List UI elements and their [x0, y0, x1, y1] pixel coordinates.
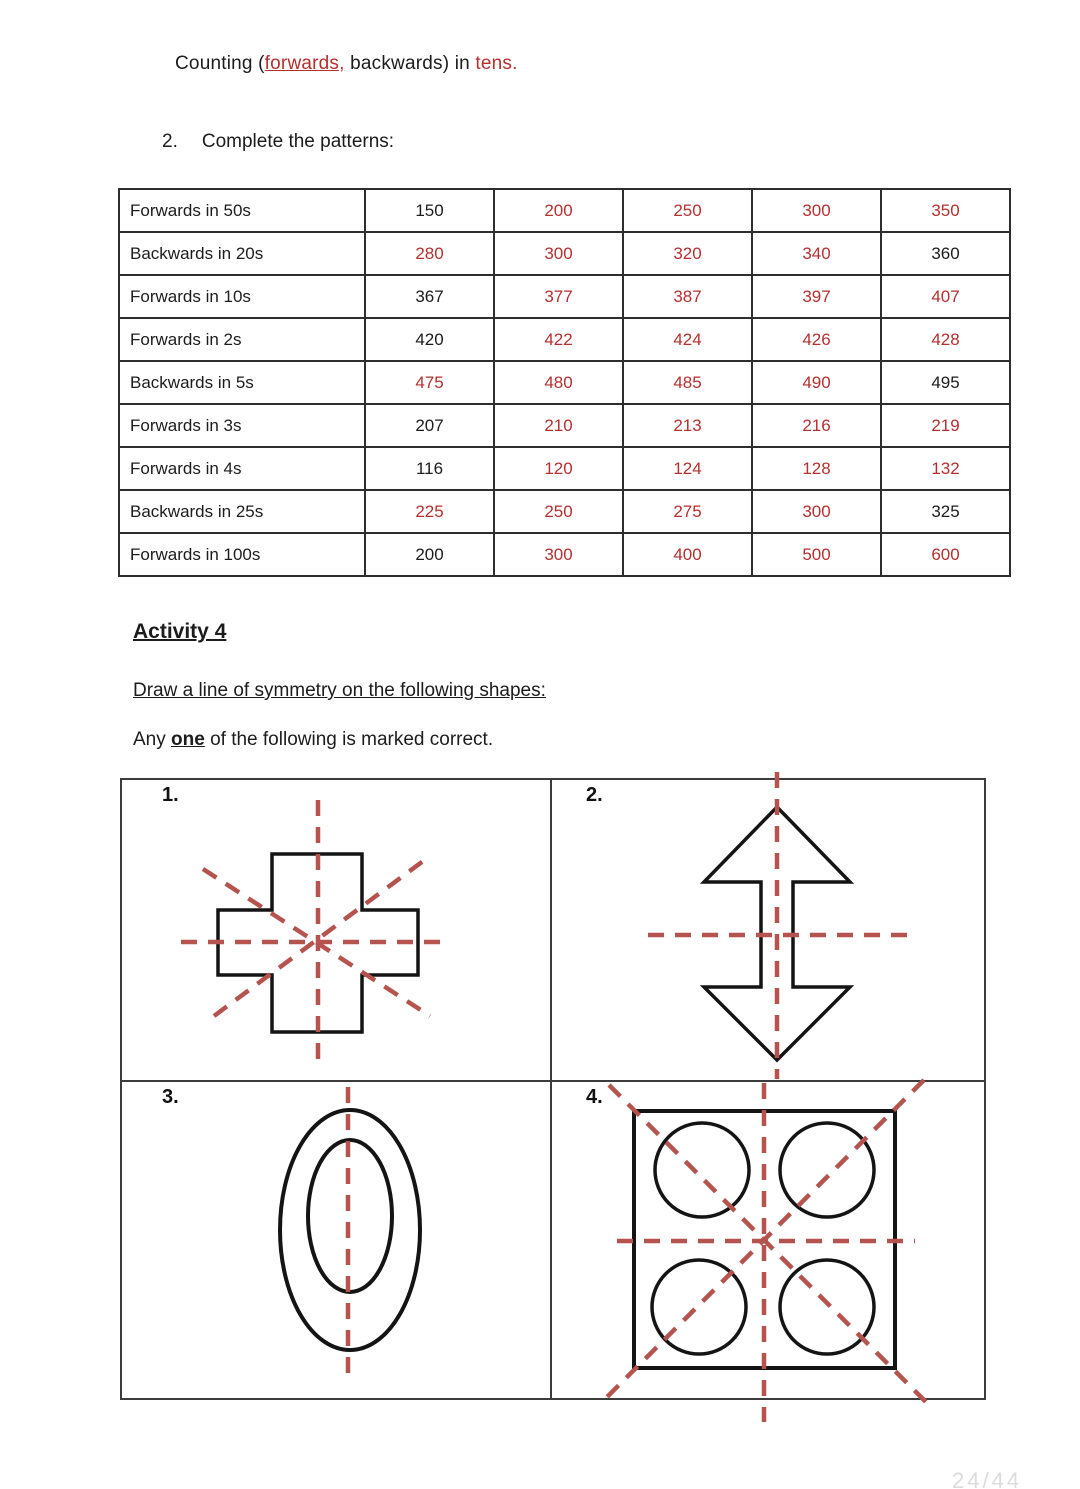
shape-cell-label-1: 1. [162, 784, 179, 806]
pattern-value: 350 [931, 200, 960, 220]
pattern-value: 480 [544, 372, 573, 392]
pattern-value: 367 [415, 286, 444, 306]
page-indicator: 24/44 [952, 1468, 1023, 1489]
question-text: Complete the patterns: [201, 131, 395, 152]
pattern-value: 128 [802, 458, 831, 478]
pattern-value: 422 [544, 329, 573, 349]
pattern-value: 300 [544, 243, 573, 263]
pattern-cell [752, 404, 881, 447]
pattern-cell [752, 361, 881, 404]
pattern-cell [752, 447, 881, 490]
page-title [175, 53, 518, 75]
pattern-cell [881, 447, 1010, 490]
pattern-value: 213 [673, 415, 702, 435]
pattern-cell [494, 404, 623, 447]
pattern-value: 500 [802, 544, 831, 564]
pattern-value: 377 [544, 286, 573, 306]
pattern-value: 132 [931, 458, 960, 478]
pattern-value: 300 [802, 200, 831, 220]
pattern-cell [494, 275, 623, 318]
pattern-value: 490 [802, 372, 831, 392]
pattern-cell [365, 189, 494, 232]
pattern-row-label: Backwards in 20s [119, 232, 365, 275]
pattern-cell [752, 275, 881, 318]
pattern-row-label: Forwards in 50s [119, 189, 365, 232]
title-part-1: Counting ( [175, 53, 265, 74]
note-part-1: Any [133, 729, 172, 750]
pattern-cell [365, 447, 494, 490]
pattern-row-label: Forwards in 3s [119, 404, 365, 447]
pattern-value: 120 [544, 458, 573, 478]
pattern-value: 250 [544, 501, 573, 521]
pattern-cell [623, 189, 752, 232]
pattern-value: 124 [673, 458, 702, 478]
pattern-value: 485 [673, 372, 702, 392]
pattern-cell [623, 404, 752, 447]
pattern-cell [365, 275, 494, 318]
pattern-cell [623, 318, 752, 361]
pattern-value: 200 [415, 544, 444, 564]
pattern-value: 280 [415, 243, 444, 263]
pattern-cell [881, 275, 1010, 318]
pattern-row-label: Forwards in 10s [119, 275, 365, 318]
pattern-cell [752, 232, 881, 275]
activity-note [133, 729, 493, 751]
pattern-value: 420 [415, 329, 444, 349]
pattern-value: 225 [415, 501, 444, 521]
pattern-row-label: Forwards in 2s [119, 318, 365, 361]
pattern-cell [752, 533, 881, 576]
pattern-value: 387 [673, 286, 702, 306]
pattern-value: 360 [931, 243, 960, 263]
pattern-cell [494, 490, 623, 533]
pattern-cell [623, 490, 752, 533]
pattern-value: 320 [673, 243, 702, 263]
pattern-cell [881, 490, 1010, 533]
pattern-value: 207 [415, 415, 444, 435]
title-part-tens: tens. [475, 53, 518, 74]
pattern-cell [365, 533, 494, 576]
activity-heading: Activity 4 [133, 620, 227, 643]
pattern-cell [623, 361, 752, 404]
pattern-cell [494, 232, 623, 275]
pattern-value: 116 [415, 458, 444, 478]
pattern-value: 325 [931, 501, 960, 521]
pattern-cell [881, 404, 1010, 447]
shapes-grid [120, 778, 986, 1400]
question-number: 2. [162, 131, 178, 152]
pattern-cell [365, 490, 494, 533]
note-part-2: of the following is marked correct. [204, 729, 494, 750]
activity-subtitle: Draw a line of symmetry on the following shapes: [133, 680, 546, 701]
pattern-value: 210 [544, 415, 573, 435]
pattern-value: 250 [673, 200, 702, 220]
title-part-forwards: forwards, [264, 53, 345, 74]
pattern-cell [494, 318, 623, 361]
pattern-cell [752, 189, 881, 232]
table-row [119, 447, 1010, 490]
pattern-cell [623, 447, 752, 490]
pattern-cell [494, 189, 623, 232]
grid-divider-horizontal [122, 1080, 984, 1082]
pattern-value: 200 [544, 200, 573, 220]
pattern-value: 407 [931, 286, 960, 306]
pattern-cell [881, 232, 1010, 275]
pattern-cell [623, 533, 752, 576]
table-row [119, 361, 1010, 404]
pattern-value: 300 [802, 501, 831, 521]
table-row [119, 275, 1010, 318]
pattern-value: 219 [931, 415, 960, 435]
pattern-value: 400 [673, 544, 702, 564]
pattern-value: 475 [415, 372, 444, 392]
pattern-row-label: Forwards in 4s [119, 447, 365, 490]
pattern-cell [365, 404, 494, 447]
pattern-cell [881, 189, 1010, 232]
shape-cell-label-4: 4. [586, 1086, 603, 1108]
shape-cell-label-2: 2. [586, 784, 603, 806]
pattern-cell [623, 275, 752, 318]
pattern-row-label: Forwards in 100s [119, 533, 365, 576]
pattern-value: 300 [544, 544, 573, 564]
table-row [119, 404, 1010, 447]
table-row [119, 318, 1010, 361]
pattern-cell [881, 361, 1010, 404]
pattern-value: 397 [802, 286, 831, 306]
pattern-cell [881, 533, 1010, 576]
pattern-value: 150 [415, 200, 444, 220]
grid-divider-vertical [550, 780, 552, 1398]
pattern-cell [752, 318, 881, 361]
pattern-table [118, 188, 1011, 577]
pattern-cell [752, 490, 881, 533]
pattern-cell [365, 318, 494, 361]
table-row [119, 490, 1010, 533]
shape-cell-label-3: 3. [162, 1086, 179, 1108]
question-instruction [162, 131, 394, 153]
pattern-value: 340 [802, 243, 831, 263]
pattern-value: 495 [931, 372, 960, 392]
table-row [119, 189, 1010, 232]
pattern-value: 275 [673, 501, 702, 521]
note-bold-one: one [171, 729, 205, 750]
pattern-cell [494, 533, 623, 576]
pattern-row-label: Backwards in 25s [119, 490, 365, 533]
title-part-backwards: backwards) in [344, 53, 476, 74]
pattern-cell [623, 232, 752, 275]
pattern-cell [494, 361, 623, 404]
pattern-value: 428 [931, 329, 960, 349]
pattern-cell [881, 318, 1010, 361]
pattern-cell [494, 447, 623, 490]
pattern-cell [365, 361, 494, 404]
table-row [119, 533, 1010, 576]
pattern-row-label: Backwards in 5s [119, 361, 365, 404]
pattern-value: 426 [802, 329, 831, 349]
pattern-value: 600 [931, 544, 960, 564]
pattern-cell [365, 232, 494, 275]
pattern-value: 216 [802, 415, 831, 435]
pattern-value: 424 [673, 329, 702, 349]
table-row [119, 232, 1010, 275]
